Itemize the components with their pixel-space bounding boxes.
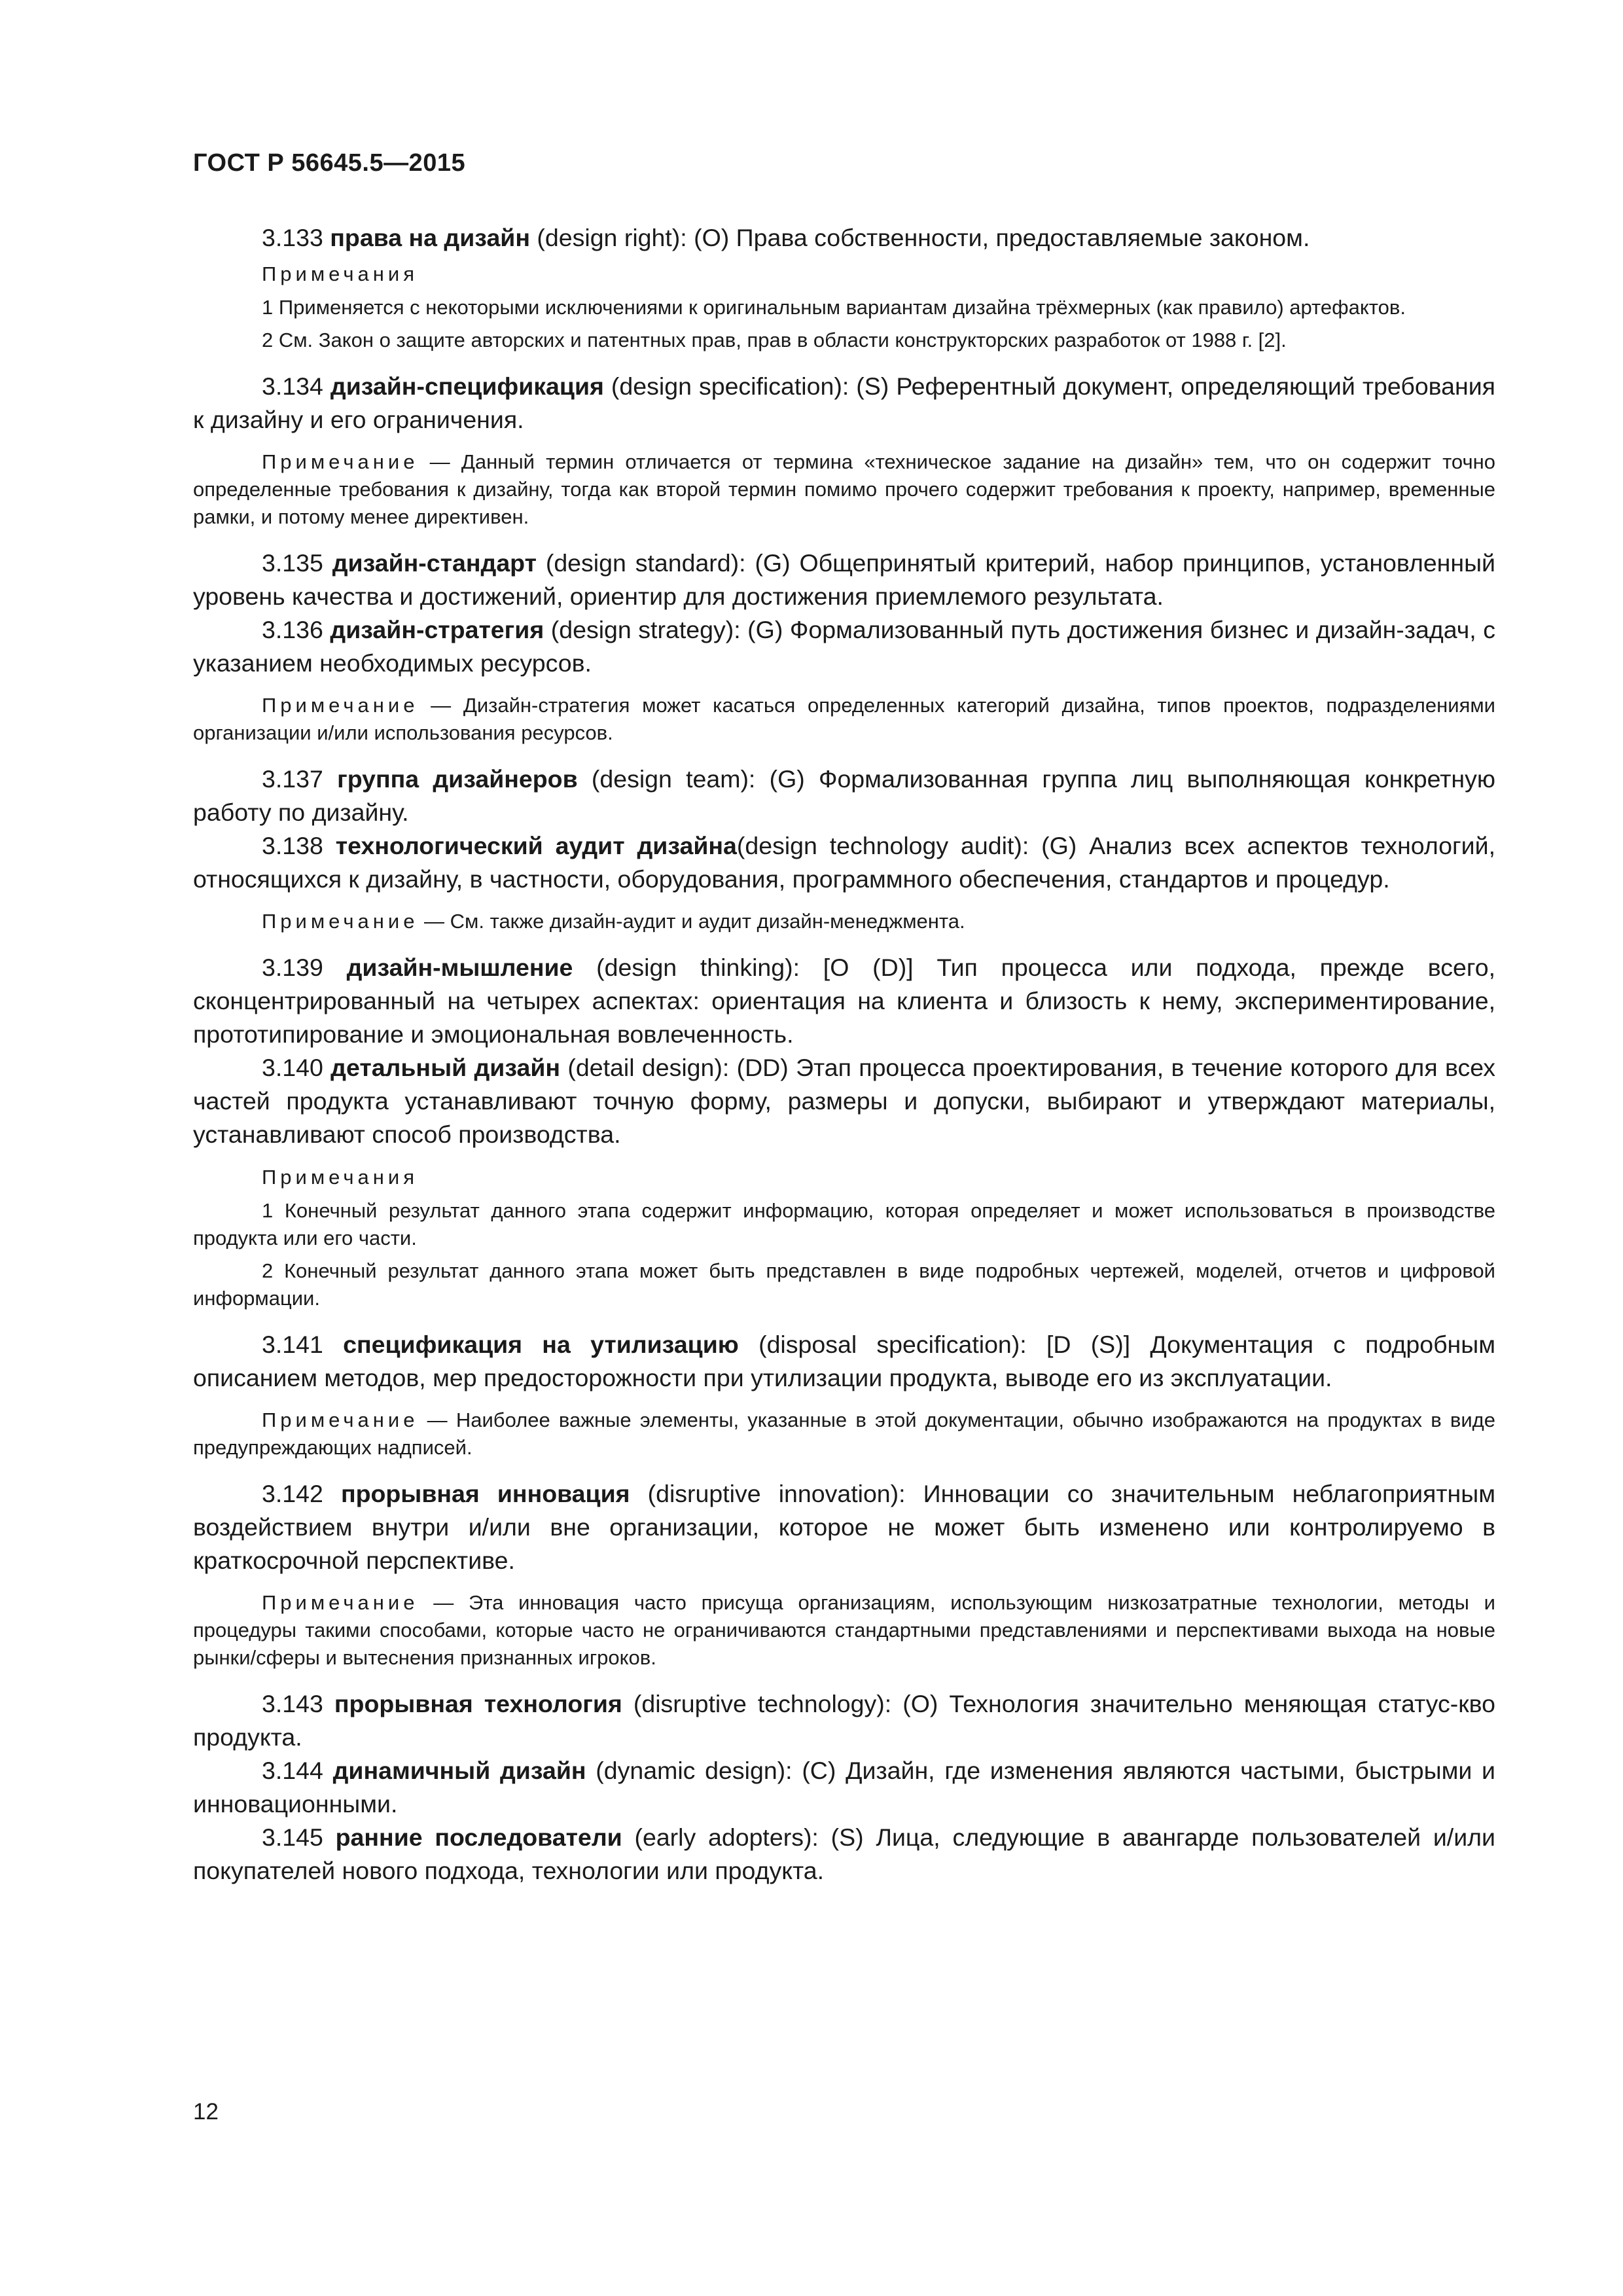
- note-item: [193, 908, 1495, 935]
- term-entry-3-137: [193, 762, 1495, 829]
- term-definition: (early adopters): (S) Лица, следующие в авангарде пользователей и/или покупателей нового подхода, технологии или продукта.: [193, 1823, 1496, 1884]
- term-title: ранние последователи: [335, 1823, 622, 1851]
- term-title: прорывная технология: [334, 1690, 622, 1717]
- note-item: 1 Применяется с некоторыми исключениями к оригинальным вариантам дизайна трёхмерных (как правило) артефактов.: [262, 296, 1406, 319]
- notes-heading: Примечания: [262, 262, 418, 285]
- note-item: [193, 448, 1495, 531]
- term-definition: (dynamic design): (C) Дизайн, где изменения являются частыми, быстрыми и инновационными.: [193, 1757, 1496, 1818]
- note-label: Примечание: [262, 694, 419, 717]
- term-number: 3.133: [262, 224, 330, 251]
- note-item: [193, 692, 1495, 747]
- term-title: детальный дизайн: [330, 1054, 561, 1081]
- term-title: спецификация на утилизацию: [343, 1331, 739, 1358]
- note-text: — Данный термин отличается от термина «техническое задание на дизайн» тем, что он содержит точно определенные требования к дизайну, тогда как второй термин помимо прочего содержит требования к проекту, например, временные рамки, и потому менее директивен.: [193, 450, 1495, 528]
- term-entry-3-144: [193, 1754, 1495, 1821]
- term-number: 3.136: [262, 616, 330, 643]
- note-label: Примечание: [262, 1408, 419, 1431]
- term-definition: (disposal specification): [D (S)] Документация с подробным описанием методов, мер предосторожности при утилизации продукта, выводе его из эксплуатации.: [193, 1331, 1495, 1391]
- term-number: 3.144: [262, 1757, 333, 1784]
- notes-heading: Примечания: [262, 1166, 418, 1189]
- document-header: ГОСТ Р 56645.5—2015: [193, 149, 466, 177]
- term-number: 3.138: [262, 832, 336, 859]
- term-entry-3-142: [193, 1477, 1495, 1577]
- term-title: прорывная инновация: [340, 1480, 630, 1507]
- term-entry-3-133: [193, 221, 1495, 255]
- term-number: 3.142: [262, 1480, 341, 1507]
- term-entry-3-141: [193, 1328, 1495, 1395]
- note-label: Примечание: [262, 910, 419, 933]
- term-title: дизайн-мышление: [346, 954, 573, 981]
- note-text: — См. также дизайн-аудит и аудит дизайн-менеджмента.: [418, 910, 965, 933]
- term-number: 3.137: [262, 765, 338, 793]
- note-text: — Наиболее важные элементы, указанные в этой документации, обычно изображаются на продуктах в виде предупреждающих надписей.: [193, 1408, 1495, 1459]
- term-definition: (design right): (O) Права собственности, предоставляемые законом.: [530, 224, 1310, 251]
- term-number: 3.139: [262, 954, 347, 981]
- term-title: технологический аудит дизайна: [335, 832, 737, 859]
- note-item: [193, 1407, 1495, 1462]
- term-definition: (design specification): (S) Референтный документ, определяющий требования к дизайну и его ограничения.: [193, 372, 1495, 433]
- term-definition: (disruptive technology): (O) Технология значительно меняющая статус-кво продукта.: [193, 1690, 1496, 1751]
- term-title: динамичный дизайн: [332, 1757, 586, 1784]
- term-title: дизайн-стандарт: [332, 549, 537, 577]
- document-body: [193, 221, 1495, 1888]
- term-entry-3-135: [193, 547, 1495, 613]
- note-label: Примечание: [262, 450, 419, 473]
- term-entry-3-145: [193, 1821, 1495, 1888]
- term-number: 3.143: [262, 1690, 334, 1717]
- term-entry-3-140: [193, 1051, 1495, 1151]
- term-definition: (design thinking): [O (D)] Тип процесса или подхода, прежде всего, сконцентрированный на четырех аспектах: ориентация на клиента и близость к нему, экспериментирование, прототипирование и эмоциональная вовлеченность.: [193, 954, 1495, 1048]
- note-text: — Эта инновация часто присуща организациям, использующим низкозатратные технологии, методы и процедуры такими способами, которые часто не ограничиваются стандартными представлениями и перспективами выхода на новые рынки/сферы и вытеснения признанных игроков.: [193, 1591, 1495, 1669]
- term-number: 3.134: [262, 372, 330, 400]
- term-number: 3.145: [262, 1823, 336, 1851]
- term-definition: (design team): (G) Формализованная группа лиц выполняющая конкретную работу по дизайну.: [193, 765, 1496, 826]
- note-label: Примечание: [262, 1591, 419, 1614]
- term-entry-3-136: [193, 613, 1495, 680]
- note-item: 2 См. Закон о защите авторских и патентных прав, прав в области конструкторских разработок от 1988 г. [2].: [262, 329, 1287, 351]
- note-item: 2 Конечный результат данного этапа может быть представлен в виде подробных чертежей, моделей, отчетов и цифровой информации.: [193, 1259, 1495, 1310]
- term-definition: (design strategy): (G) Формализованный путь достижения бизнес и дизайн-задач, с указанием необходимых ресурсов.: [193, 616, 1496, 677]
- term-definition: (disruptive innovation): Инновации со значительным неблагоприятным воздействием внутри и/или вне организации, которое не может быть изменено или контролируемо в краткосрочной перспективе.: [193, 1480, 1495, 1574]
- term-entry-3-139: [193, 951, 1495, 1051]
- term-number: 3.140: [262, 1054, 331, 1081]
- term-definition: (detail design): (DD) Этап процесса проектирования, в течение которого для всех частей продукта устанавливают точную форму, размеры и допуски, выбирают и утверждают материалы, устанавливают способ производства.: [193, 1054, 1495, 1148]
- term-definition: (design technology audit): (G) Анализ всех аспектов технологий, относящихся к дизайну, в частности, оборудования, программного обеспечения, стандартов и процедур.: [193, 832, 1495, 893]
- term-title: дизайн-спецификация: [330, 372, 604, 400]
- term-number: 3.141: [262, 1331, 344, 1358]
- term-title: группа дизайнеров: [337, 765, 578, 793]
- term-number: 3.135: [262, 549, 332, 577]
- note-item: [193, 1589, 1495, 1672]
- note-item: 1 Конечный результат данного этапа содержит информацию, которая определяет и может использоваться в производстве продукта или его части.: [193, 1199, 1495, 1249]
- term-entry-3-138: [193, 829, 1495, 896]
- term-entry-3-134: [193, 370, 1495, 437]
- term-definition: (design standard): (G) Общепринятый критерий, набор принципов, установленный уровень качества и достижений, ориентир для достижения приемлемого результата.: [193, 549, 1495, 610]
- term-title: дизайн-стратегия: [330, 616, 544, 643]
- page-number: 12: [193, 2099, 219, 2125]
- note-text: — Дизайн-стратегия может касаться определенных категорий дизайна, типов проектов, подразделениями организации и/или использования ресурсов.: [193, 694, 1495, 744]
- term-title: права на дизайн: [330, 224, 530, 251]
- term-entry-3-143: [193, 1687, 1495, 1754]
